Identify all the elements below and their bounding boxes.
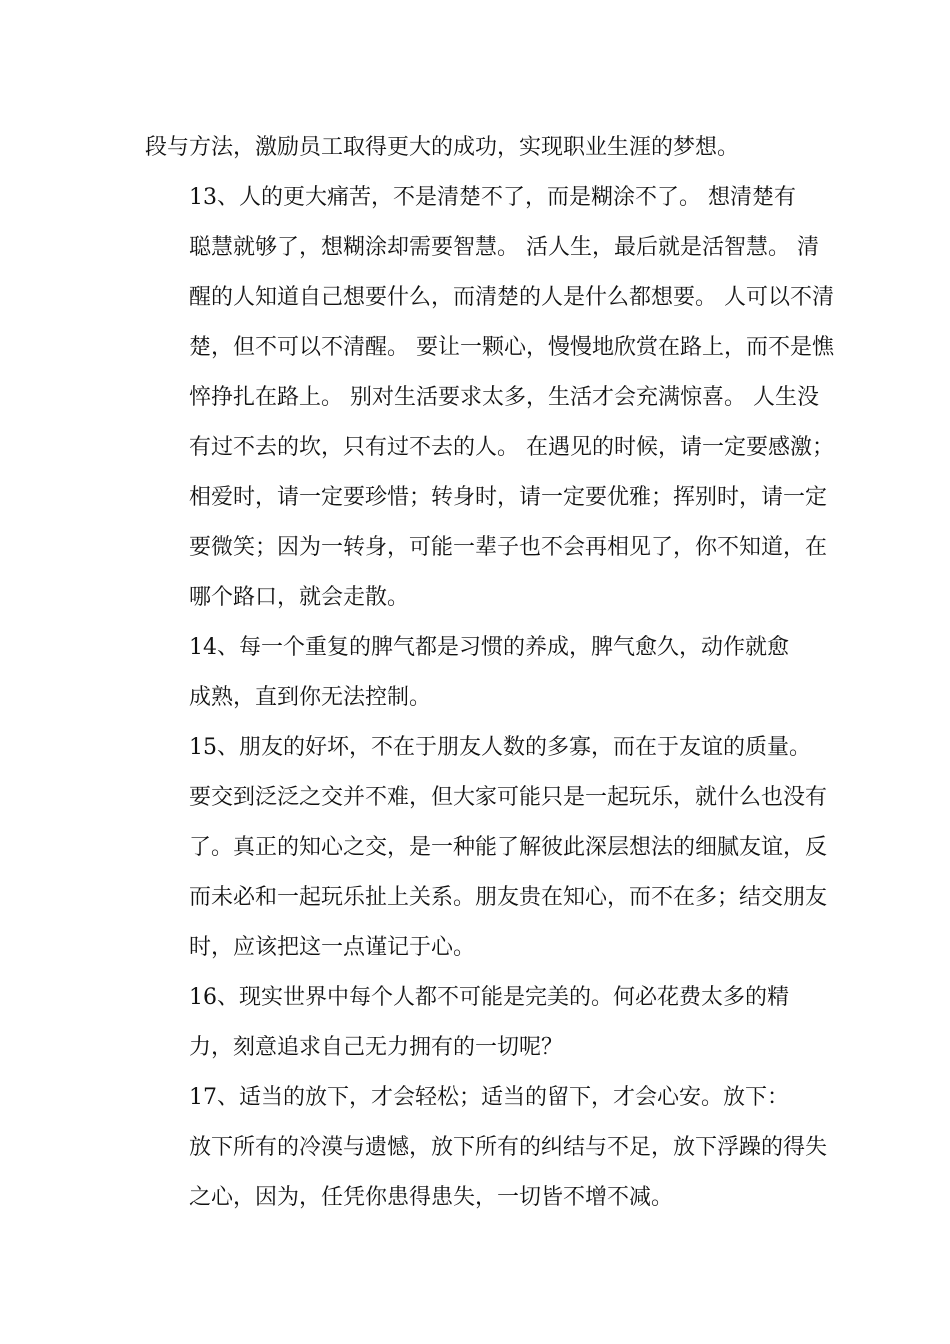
paragraph-14	[145, 623, 807, 723]
paragraph-16	[145, 973, 807, 1073]
text-line: 相爱时，请一定要珍惜；转身时，请一定要优雅；挥别时，请一定	[189, 485, 828, 510]
text-line: 17、适当的放下，才会轻松；适当的留下，才会心安。放下：	[189, 1085, 789, 1110]
text-line: 楚，但不可以不清醒。 要让一颗心，慢慢地欣赏在路上，而不是憔	[189, 335, 834, 360]
text-line: 放下所有的冷漠与遗憾，放下所有的纠结与不足，放下浮躁的得失	[189, 1135, 828, 1160]
text-line: 15、朋友的好坏，不在于朋友人数的多寡，而在于友谊的质量。	[189, 735, 811, 760]
text-line: 醒的人知道自己想要什么，而清楚的人是什么都想要。 人可以不清	[189, 285, 834, 310]
paragraph-17	[145, 1073, 828, 1223]
text-line: 哪个路口，就会走散。	[189, 585, 410, 610]
text-line: 13、人的更大痛苦，不是清楚不了，而是糊涂不了。 想清楚有	[189, 185, 796, 210]
text-line: 力，刻意追求自己无力拥有的一切呢？	[189, 1035, 564, 1060]
text-line: 16、现实世界中每个人都不可能是完美的。何必花费太多的精	[189, 985, 789, 1010]
text-line: 要微笑；因为一转身，可能一辈子也不会再相见了，你不知道，在	[189, 535, 828, 560]
text-line: 有过不去的坎，只有过不去的人。 在遇见的时候，请一定要感激；	[189, 435, 834, 460]
text-line: 之心，因为，任凭你患得患失，一切皆不增不减。	[189, 1185, 674, 1210]
paragraph-continuation	[145, 123, 807, 173]
text-line: 要交到泛泛之交并不难，但大家可能只是一起玩乐，就什么也没有	[189, 785, 828, 810]
text-line: 悴挣扎在路上。 别对生活要求太多，生活才会充满惊喜。 人生没	[189, 385, 819, 410]
text-line: 聪慧就够了，想糊涂却需要智慧。 活人生，最后就是活智慧。 清	[189, 235, 819, 260]
text-line: 成熟，直到你无法控制。	[189, 685, 432, 710]
paragraph-15	[145, 723, 828, 973]
paragraph-13	[145, 173, 834, 623]
text-line: 而未必和一起玩乐扯上关系。朋友贵在知心，而不在多；结交朋友	[189, 885, 828, 910]
text-line: 时，应该把这一点谨记于心。	[189, 935, 476, 960]
text-line: 了。真正的知心之交，是一种能了解彼此深层想法的细腻友谊，反	[189, 835, 828, 860]
text-line: 14、每一个重复的脾气都是习惯的养成，脾气愈久，动作就愈	[189, 635, 789, 660]
document-body	[145, 123, 834, 1223]
text-line: 段与方法，激励员工取得更大的成功，实现职业生涯的梦想。	[145, 135, 740, 160]
